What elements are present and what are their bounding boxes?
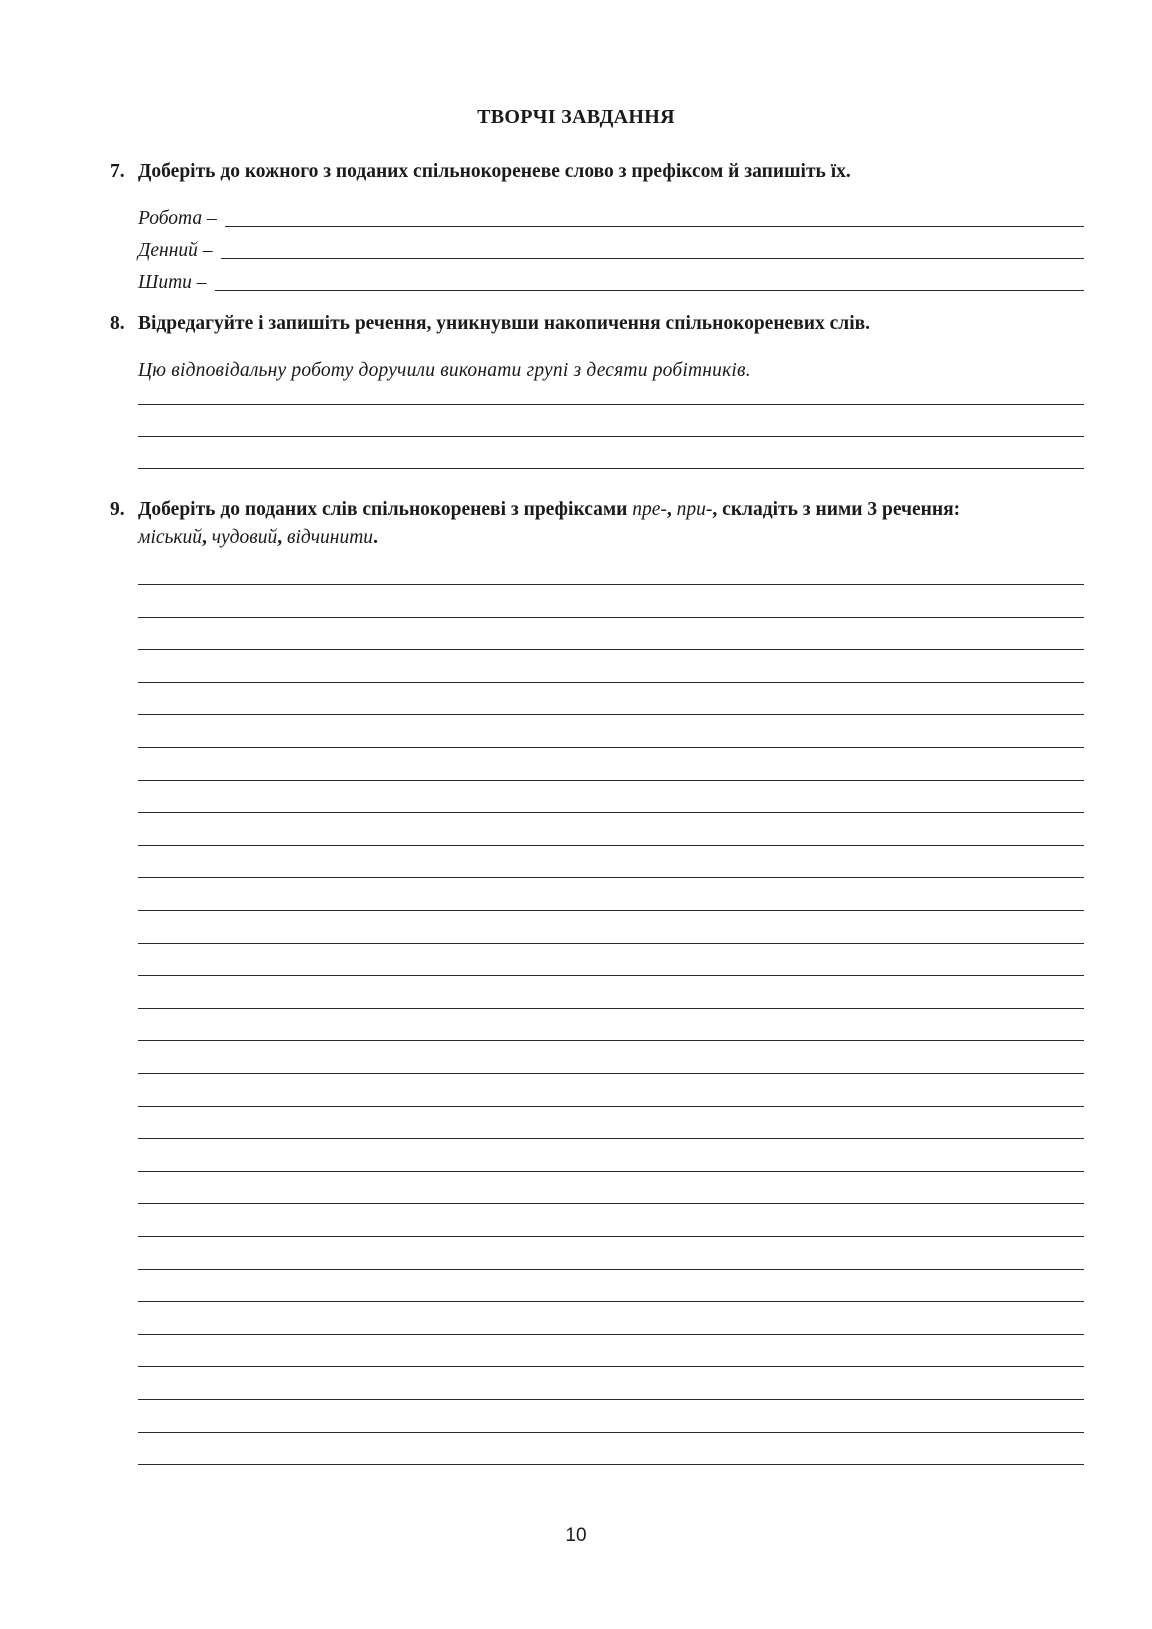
answer-line[interactable] [138, 1432, 1084, 1433]
answer-line[interactable] [138, 404, 1084, 405]
answer-line[interactable] [138, 1073, 1084, 1074]
answer-line[interactable] [215, 290, 1084, 291]
task-9-heading [110, 496, 1086, 552]
task-7-text: Доберіть до кожного з поданих спільнокореневе слово з префіксом й запишіть їх. [138, 161, 851, 182]
answer-line[interactable] [138, 1171, 1084, 1172]
task-9-period: . [373, 527, 378, 548]
answer-line[interactable] [138, 1040, 1084, 1041]
task-9-text-b: , складіть з ними 3 речення: [712, 499, 961, 520]
task-9-text-a: Доберіть до поданих слів спільнокореневі з префіксами [138, 499, 633, 520]
answer-line[interactable] [138, 1008, 1084, 1009]
answer-line[interactable] [138, 682, 1084, 683]
task-9-word-2: чудовий [211, 527, 278, 548]
answer-line[interactable] [138, 468, 1084, 469]
task-7-word-3: Шити – [138, 272, 207, 293]
task-7-word-1: Робота – [138, 208, 217, 229]
answer-line[interactable] [221, 258, 1084, 259]
task-9-comma-1: , [202, 527, 212, 548]
task-8-sentence: Цю відповідальну роботу доручили виконати групі з десяти робітників. [138, 360, 751, 381]
answer-line[interactable] [138, 975, 1084, 976]
task-7-heading [110, 158, 1086, 186]
task-8-heading [110, 310, 1086, 338]
answer-line[interactable] [138, 812, 1084, 813]
answer-line[interactable] [138, 1203, 1084, 1204]
answer-line[interactable] [138, 877, 1084, 878]
task-9-word-1: міський [138, 527, 203, 548]
answer-line[interactable] [138, 1269, 1084, 1270]
task-9-prefix-2: при- [676, 499, 713, 520]
task-7-word-2: Денний – [138, 240, 213, 261]
task-8-text: Відредагуйте і запишіть речення, уникнувши накопичення спільнокореневих слів. [138, 313, 871, 334]
answer-line[interactable] [138, 780, 1084, 781]
page-number: 10 [565, 1525, 587, 1546]
answer-line[interactable] [138, 1399, 1084, 1400]
answer-line[interactable] [138, 1301, 1084, 1302]
task-9-comma-2: , [277, 527, 287, 548]
task-9-words [110, 524, 1086, 552]
task-9-word-3: відчинити [287, 527, 374, 548]
answer-line[interactable] [138, 1464, 1084, 1465]
answer-line[interactable] [138, 584, 1084, 585]
answer-line[interactable] [225, 226, 1084, 227]
answer-line[interactable] [138, 910, 1084, 911]
answer-line[interactable] [138, 1138, 1084, 1139]
task-7-answer-row-1[interactable] [138, 204, 1084, 230]
answer-line[interactable] [138, 1334, 1084, 1335]
task-7-number: 7. [110, 161, 125, 182]
section-title: ТВОРЧІ ЗАВДАННЯ [477, 106, 675, 128]
answer-line[interactable] [138, 649, 1084, 650]
answer-line[interactable] [138, 845, 1084, 846]
answer-line[interactable] [138, 747, 1084, 748]
task-9-prefix-1: пре- [632, 499, 667, 520]
task-7-answer-row-2[interactable] [138, 236, 1084, 262]
answer-line[interactable] [138, 436, 1084, 437]
task-9-separator: , [666, 499, 677, 520]
answer-line[interactable] [138, 714, 1084, 715]
answer-line[interactable] [138, 1106, 1084, 1107]
answer-line[interactable] [138, 1236, 1084, 1237]
task-7-answer-row-3[interactable] [138, 268, 1084, 294]
answer-line[interactable] [138, 943, 1084, 944]
task-8-number: 8. [110, 313, 125, 334]
answer-line[interactable] [138, 1366, 1084, 1367]
task-9-number: 9. [110, 499, 125, 520]
answer-line[interactable] [138, 617, 1084, 618]
